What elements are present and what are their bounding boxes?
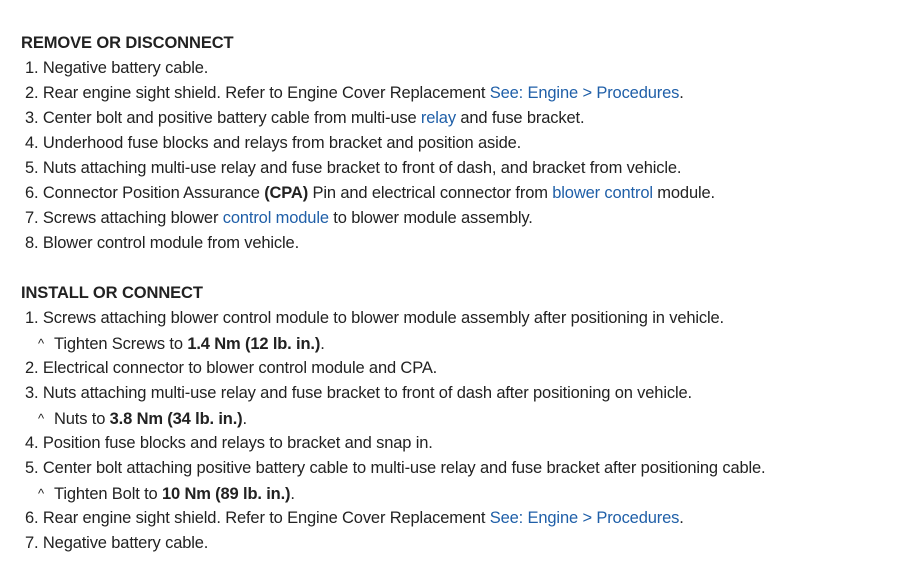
torque-text: Tighten Screws to: [54, 335, 188, 353]
step-text: Electrical connector to blower control module and CPA.: [42, 359, 438, 377]
step-text: Screws attaching blower control module to blower module assembly after positioning in vehicle.: [42, 309, 724, 327]
step-text: Rear engine sight shield. Refer to Engine Cover Replacement: [42, 84, 490, 102]
step-number: 1.: [25, 309, 39, 327]
remove-step-6: [21, 181, 919, 206]
torque-text-end: .: [242, 410, 247, 428]
step-text: Underhood fuse blocks and relays from bracket and position aside.: [42, 134, 522, 152]
install-step-5-torque: [21, 481, 919, 506]
install-section-heading: INSTALL OR CONNECT: [21, 284, 203, 302]
blower-control-link[interactable]: blower control: [552, 184, 653, 202]
torque-value: 10 Nm (89 lb. in.): [161, 485, 291, 503]
caret-icon: ^: [38, 486, 44, 501]
install-step-4: [21, 431, 919, 456]
step-text: Nuts attaching multi-use relay and fuse bracket to front of dash after positioning on vehicle.: [42, 384, 692, 402]
engine-procedures-link[interactable]: See: Engine > Procedures: [489, 509, 680, 527]
step-text-end: module.: [652, 184, 715, 202]
step-number: 2.: [25, 359, 39, 377]
install-step-1: [21, 306, 919, 331]
torque-value: 3.8 Nm (34 lb. in.): [109, 410, 243, 428]
remove-step-4: [21, 131, 919, 156]
step-number: 3.: [25, 109, 39, 127]
torque-text: Nuts to: [54, 410, 110, 428]
caret-icon: ^: [38, 411, 44, 426]
install-step-5: [21, 456, 919, 481]
step-number: 1.: [25, 59, 39, 77]
install-step-3-torque: [21, 406, 919, 431]
remove-section-heading: REMOVE OR DISCONNECT: [21, 34, 234, 52]
step-number: 7.: [25, 209, 39, 227]
step-text: Center bolt and positive battery cable from multi-use: [42, 109, 421, 127]
remove-step-8: [21, 231, 919, 256]
step-text-end: .: [679, 509, 684, 527]
step-number: 6.: [25, 184, 39, 202]
relay-link[interactable]: relay: [420, 109, 456, 127]
remove-step-1: [21, 56, 919, 81]
remove-step-5: [21, 156, 919, 181]
step-text-end: .: [679, 84, 684, 102]
step-number: 2.: [25, 84, 39, 102]
torque-text-end: .: [290, 485, 295, 503]
install-step-1-torque: [21, 331, 919, 356]
torque-text-end: .: [320, 335, 325, 353]
step-number: 8.: [25, 234, 39, 252]
step-text: Center bolt attaching positive battery cable to multi-use relay and fuse bracket after positioning cable.: [42, 459, 766, 477]
section-spacer: [21, 256, 919, 281]
caret-icon: ^: [38, 336, 44, 351]
step-number: 5.: [25, 159, 39, 177]
step-text: Rear engine sight shield. Refer to Engine Cover Replacement: [42, 509, 490, 527]
step-text-mid: Pin and electrical connector from: [308, 184, 553, 202]
cpa-abbreviation: (CPA): [264, 184, 309, 202]
step-text: Negative battery cable.: [42, 59, 209, 77]
step-text: Blower control module from vehicle.: [42, 234, 300, 252]
step-text-end: and fuse bracket.: [455, 109, 585, 127]
step-number: 4.: [25, 134, 39, 152]
remove-step-3: [21, 106, 919, 131]
remove-step-7: [21, 206, 919, 231]
step-text: Position fuse blocks and relays to bracket and snap in.: [42, 434, 433, 452]
step-text: Connector Position Assurance: [42, 184, 265, 202]
install-step-6: [21, 506, 919, 531]
step-number: 5.: [25, 459, 39, 477]
step-text: Screws attaching blower: [42, 209, 223, 227]
step-number: 3.: [25, 384, 39, 402]
step-number: 7.: [25, 534, 39, 552]
install-step-2: [21, 356, 919, 381]
remove-step-2: [21, 81, 919, 106]
engine-procedures-link[interactable]: See: Engine > Procedures: [489, 84, 680, 102]
step-text-end: to blower module assembly.: [328, 209, 533, 227]
step-text: Negative battery cable.: [42, 534, 209, 552]
torque-value: 1.4 Nm (12 lb. in.): [187, 335, 321, 353]
install-step-7: [21, 531, 919, 556]
step-number: 4.: [25, 434, 39, 452]
step-number: 6.: [25, 509, 39, 527]
torque-text: Tighten Bolt to: [54, 485, 162, 503]
step-text: Nuts attaching multi-use relay and fuse bracket to front of dash, and bracket from vehicle.: [42, 159, 682, 177]
control-module-link[interactable]: control module: [222, 209, 329, 227]
install-step-3: [21, 381, 919, 406]
